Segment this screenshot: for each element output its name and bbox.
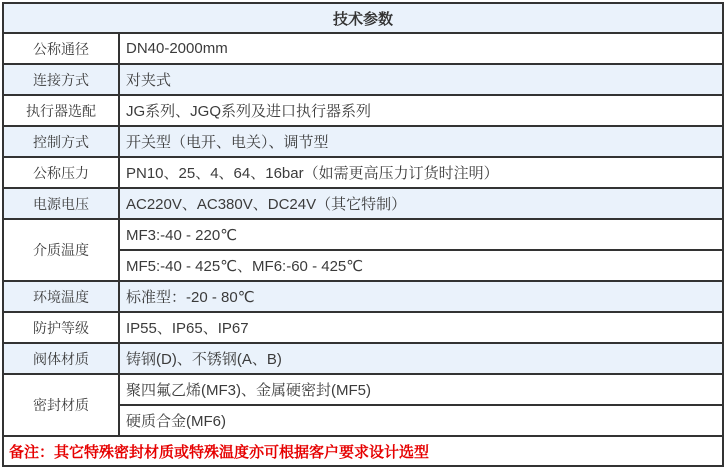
table-row [3, 188, 723, 219]
table-title: 技术参数 [3, 3, 723, 33]
label-nominal-diameter: 公称通径 [3, 33, 119, 64]
value-nominal-diameter: DN40-2000mm [119, 33, 723, 64]
remark-note: 备注：其它特殊密封材质或特殊温度亦可根据客户要求设计选型 [3, 436, 723, 466]
value-control-mode: 开关型（电开、电关）、调节型 [119, 126, 723, 157]
value-medium-temperature-2: MF5:-40 - 425℃、MF6:-60 - 425℃ [119, 250, 723, 281]
value-actuator-options: JG系列、JGQ系列及进口执行器系列 [119, 95, 723, 126]
value-nominal-pressure: PN10、25、4、64、16bar（如需更高压力订货时注明） [119, 157, 723, 188]
table-row [3, 33, 723, 64]
table-row [3, 343, 723, 374]
table-row [3, 219, 723, 250]
label-valve-body-material: 阀体材质 [3, 343, 119, 374]
table-row [3, 157, 723, 188]
label-nominal-pressure: 公称压力 [3, 157, 119, 188]
table-row [3, 374, 723, 405]
label-power-supply: 电源电压 [3, 188, 119, 219]
label-seal-material: 密封材质 [3, 374, 119, 436]
label-protection-rating: 防护等级 [3, 312, 119, 343]
value-medium-temperature-1: MF3:-40 - 220℃ [119, 219, 723, 250]
value-seal-material-2: 硬质合金(MF6) [119, 405, 723, 436]
table-row [3, 126, 723, 157]
label-ambient-temperature: 环境温度 [3, 281, 119, 312]
value-valve-body-material: 铸钢(D)、不锈钢(A、B) [119, 343, 723, 374]
label-actuator-options: 执行器选配 [3, 95, 119, 126]
value-ambient-temperature: 标准型：-20 - 80℃ [119, 281, 723, 312]
value-protection-rating: IP55、IP65、IP67 [119, 312, 723, 343]
table-row [3, 95, 723, 126]
label-connection-type: 连接方式 [3, 64, 119, 95]
table-title-row [3, 3, 723, 33]
value-power-supply: AC220V、AC380V、DC24V（其它特制） [119, 188, 723, 219]
value-seal-material-1: 聚四氟乙烯(MF3)、金属硬密封(MF5) [119, 374, 723, 405]
value-connection-type: 对夹式 [119, 64, 723, 95]
remark-row [3, 436, 723, 466]
tech-params-table [2, 2, 724, 467]
label-medium-temperature: 介质温度 [3, 219, 119, 281]
label-control-mode: 控制方式 [3, 126, 119, 157]
table-row [3, 281, 723, 312]
table-row [3, 64, 723, 95]
table-row [3, 312, 723, 343]
